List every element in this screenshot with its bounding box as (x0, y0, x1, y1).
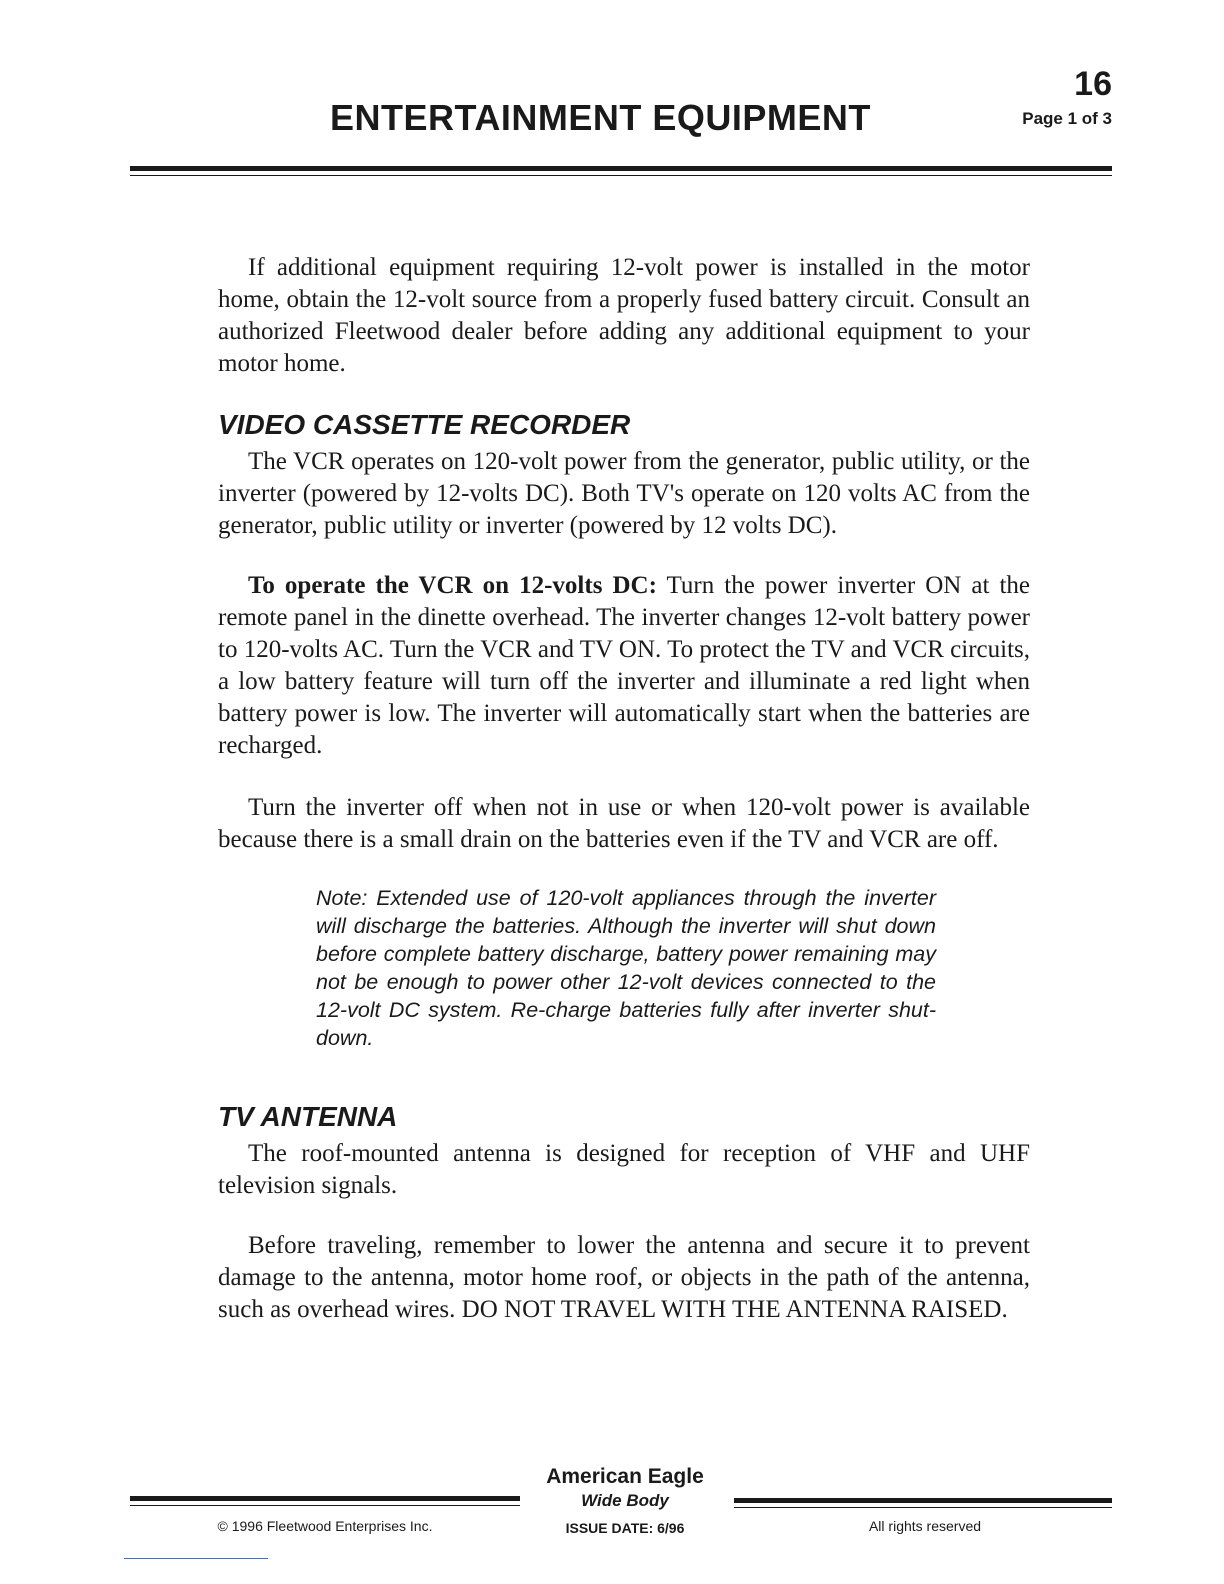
footer-model: Wide Body (581, 1491, 669, 1510)
section-number: 16 (1074, 65, 1112, 103)
footer-issue-date: ISSUE DATE: 6/96 (565, 1520, 685, 1536)
footer-rule-left-thick (130, 1496, 520, 1501)
antenna-paragraph-travel: Before traveling, remember to lower the antenna and secure it to prevent damage to the antenna, motor home roof, or objects in the path of the antenna, such as overhead wires. DO NOT TRAVEL WITH THE ANTENNA RAISED. (218, 1232, 1030, 1323)
vcr-paragraph-inverter-off: Turn the inverter off when not in use or when 120-volt power is available because there is a small drain on the batteries even if the TV and VCR are off. (218, 794, 1030, 853)
vcr-paragraph-power: The VCR operates on 120-volt power from the generator, public utility, or the inverter (powered by 12-volts DC). Both TV's operate on 120 volts AC from the generator, public utility or inverter (powered by 12 volts DC). (218, 448, 1030, 539)
page-indicator: Page 1 of 3 (1022, 109, 1112, 128)
vcr-paragraph-operate (218, 570, 1030, 762)
page-title: ENTERTAINMENT EQUIPMENT (330, 97, 871, 138)
vcr-operate-text: Turn the power inverter ON at the remote panel in the dinette overhead. The inverter changes 12-volt battery power to 120-volts AC. Turn the VCR and TV ON. To protect the TV and VCR circuits, a low battery feature will turn off the inverter and illuminate a red light when battery power is low. The inverter will automatically start when the batteries are recharged. (218, 572, 1030, 759)
edge-mark (124, 1558, 268, 1559)
vcr-heading: VIDEO CASSETTE RECORDER (218, 409, 631, 440)
footer-rights: All rights reserved (868, 1518, 982, 1534)
footer-rule-right-thick (734, 1498, 1112, 1503)
footer-rule-left-thin (130, 1505, 520, 1506)
antenna-heading: TV ANTENNA (218, 1101, 398, 1132)
battery-note: Note: Extended use of 120-volt appliances through the inverter will discharge the batteries. Although the inverter will shut down before complete battery discharge, battery power remaining may not be enough to power other 12-volt devices connected to the 12-volt DC system. Re-charge batteries fully after inverter shut-down. (316, 886, 936, 1050)
antenna-paragraph-reception: The roof-mounted antenna is designed for reception of VHF and UHF television signals. (218, 1140, 1030, 1199)
header-rule-thin (130, 175, 1112, 176)
header-rule-thick (130, 166, 1112, 171)
intro-paragraph: If additional equipment requiring 12-volt power is installed in the motor home, obtain the 12-volt source from a properly fused battery circuit. Consult an authorized Fleetwood dealer before adding any additional equipment to your motor home. (218, 254, 1030, 377)
footer-rule-right-thin (734, 1507, 1112, 1508)
footer-copyright: © 1996 Fleetwood Enterprises Inc. (217, 1518, 433, 1534)
vcr-operate-lead: To operate the VCR on 12-volts DC: (248, 572, 657, 599)
footer-brand: American Eagle (546, 1465, 704, 1488)
document-body (218, 252, 1030, 1354)
